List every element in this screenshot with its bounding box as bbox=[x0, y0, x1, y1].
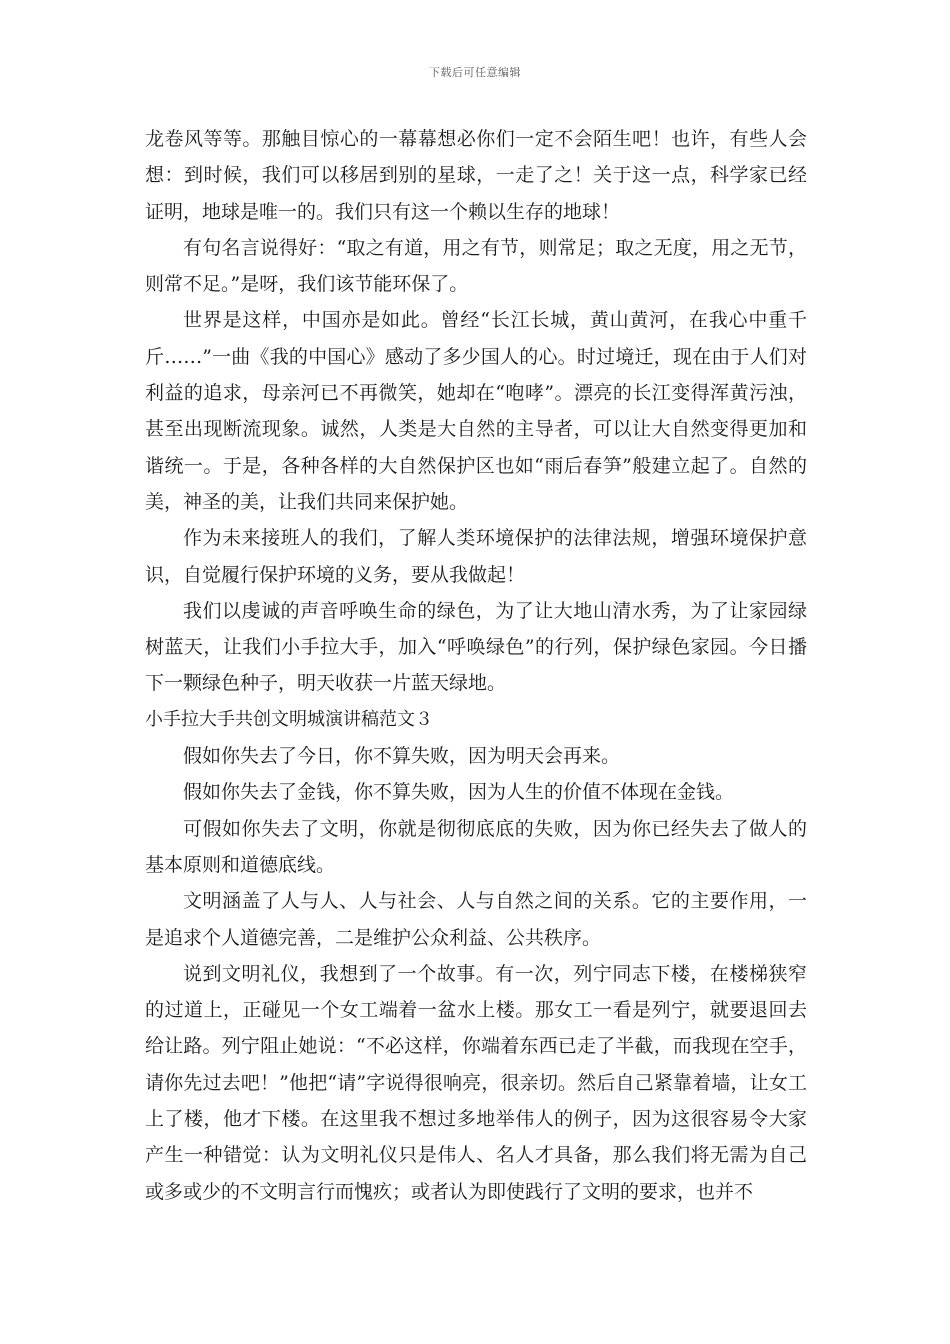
paragraph: 我们以虔诚的声音呼唤生命的绿色，为了让大地山清水秀，为了让家园绿树蓝天，让我们小手拉大手，加入“呼唤绿色”的行列，保护绿色家园。今日播下一颗绿色种子，明天收获一片蓝天绿地。 bbox=[145, 599, 807, 695]
page-header-note: 下载后可任意编辑 bbox=[429, 66, 521, 79]
paragraph: 假如你失去了今日，你不算失败，因为明天会再来。 bbox=[183, 745, 621, 768]
paragraph: 有句名言说得好：“取之有道，用之有节，则常足；取之无度，用之无节，则常不足。”是呀，我们该节能环保了。 bbox=[145, 236, 807, 296]
paragraph: 龙卷风等等。那触目惊心的一幕幕想必你们一定不会陌生吧！也许，有些人会想：到时候，我们可以移居到别的星球，一走了之！关于这一点，科学家已经证明，地球是唯一的。我们只有这一个赖以生存的地球！ bbox=[145, 128, 807, 223]
section-title: 小手拉大手共创文明城演讲稿范文３ bbox=[145, 708, 433, 730]
paragraph: 说到文明礼仪，我想到了一个故事。有一次，列宁同志下楼，在楼梯狭窄的过道上，正碰见一个女工端着一盆水上楼。那女工一看是列宁，就要退回去给让路。列宁阻止她说：“不必这样，你端着东西已走了半截，而我现在空手，请你先过去吧！”他把“请”字说得很响亮，很亲切。然后自己紧靠着墙，让女工上了楼，他才下楼。在这里我不想过多地举伟人的例子，因为这很容易令大家产生一种错觉：认为文明礼仪只是伟人、名人才具备，那么我们将无需为自己或多或少的不文明言行而愧疚；或者认为即使践行了文明的要求，也并不 bbox=[145, 962, 807, 1203]
paragraph: 文明涵盖了人与人、人与社会、人与自然之间的关系。它的主要作用，一是追求个人道德完善，二是维护公众利益、公共秩序。 bbox=[145, 890, 807, 949]
paragraph: 可假如你失去了文明，你就是彻彻底底的失败，因为你已经失去了做人的基本原则和道德底线。 bbox=[145, 817, 807, 876]
paragraph: 假如你失去了金钱，你不算失败，因为人生的价值不体现在金钱。 bbox=[183, 781, 735, 804]
paragraph: 作为未来接班人的我们，了解人类环境保护的法律法规，增强环境保护意识，自觉履行保护环境的义务，要从我做起！ bbox=[145, 527, 807, 586]
document-body bbox=[145, 121, 807, 1210]
paragraph: 世界是这样，中国亦是如此。曾经“长江长城，黄山黄河，在我心中重千斤……”一曲《我的中国心》感动了多少国人的心。时过境迁，现在由于人们对利益的追求，母亲河已不再微笑，她却在“咆哮”。漂亮的长江变得浑黄污浊，甚至出现断流现象。诚然，人类是大自然的主导者，可以让大自然变得更加和谐统一。于是，各种各样的大自然保护区也如“雨后春笋”般建立起了。自然的美，神圣的美，让我们共同来保护她。 bbox=[145, 309, 807, 513]
